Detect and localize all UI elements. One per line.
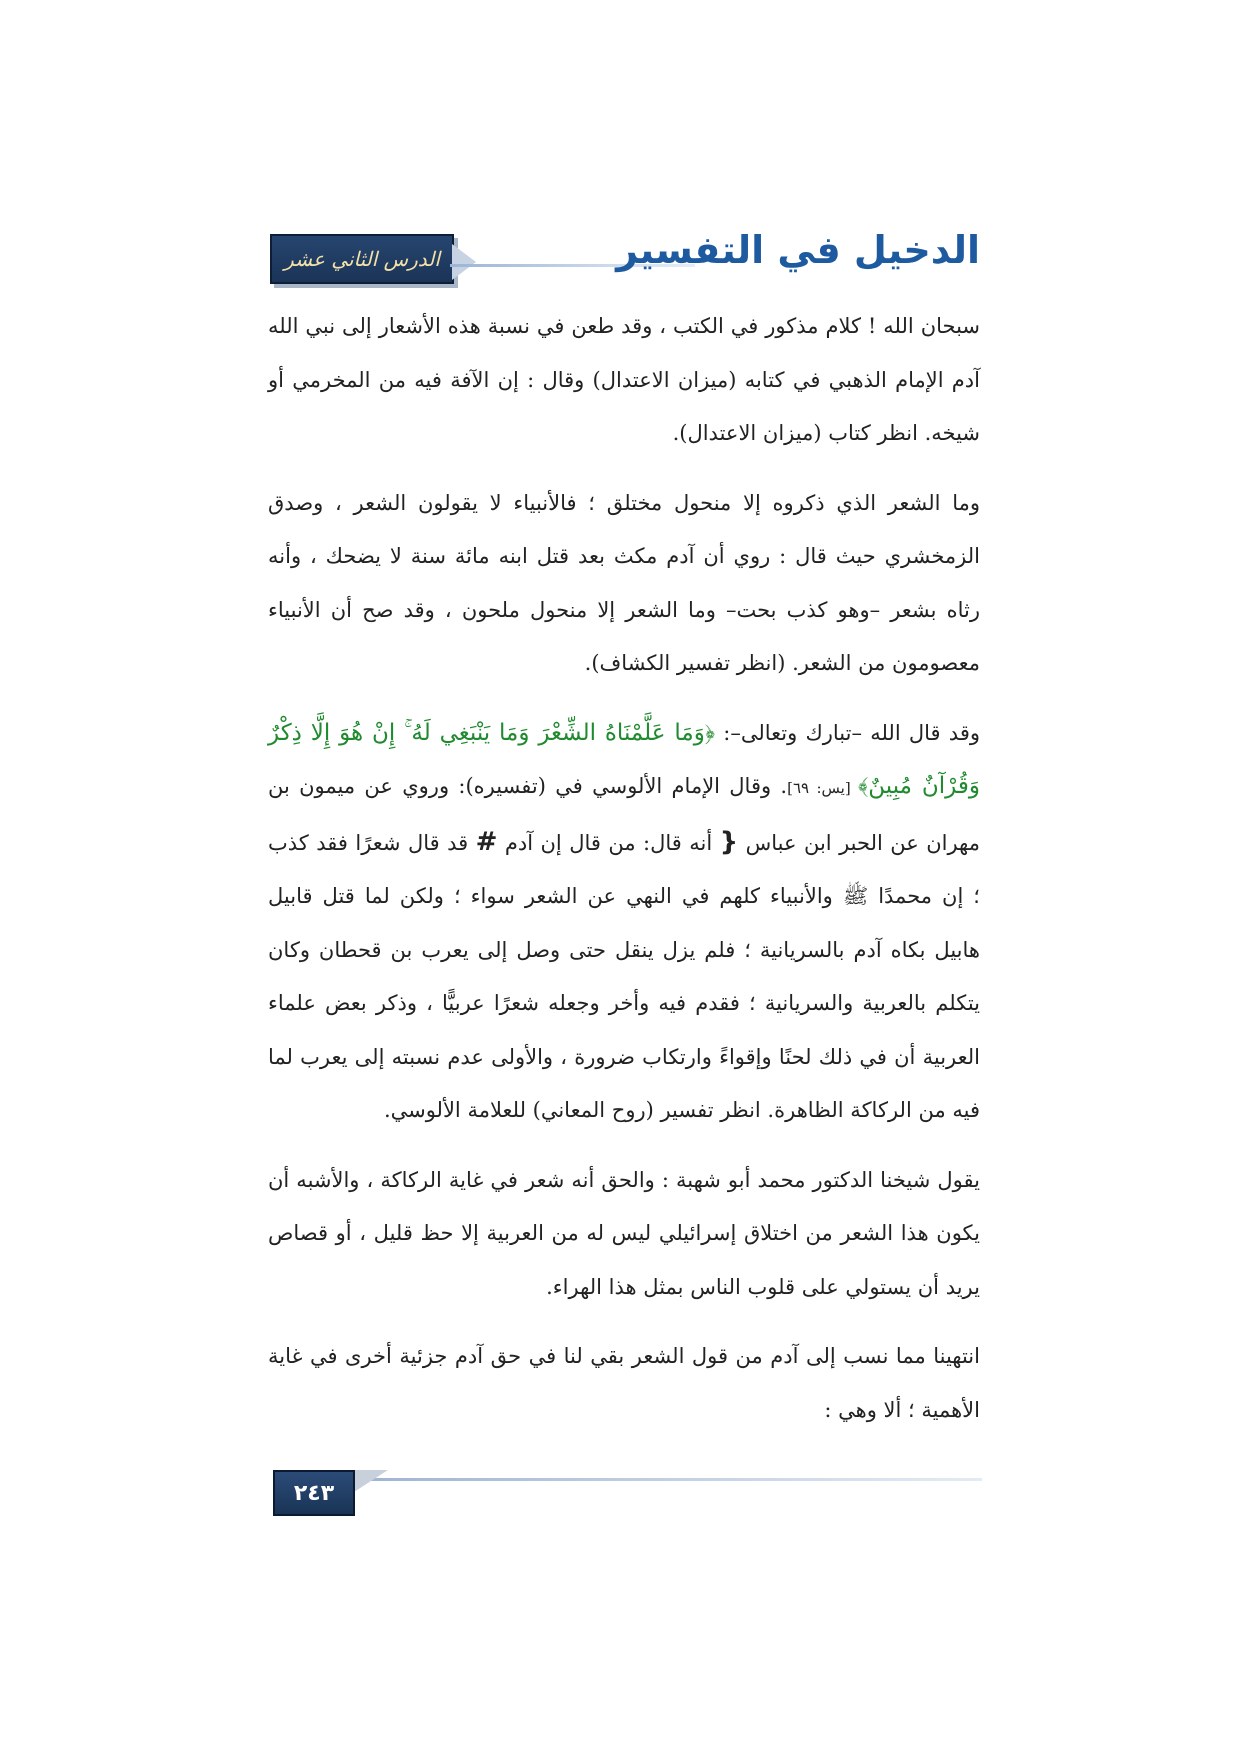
- paragraph-1: سبحان الله ! كلام مذكور في الكتب ، وقد طعن في نسبة هذه الأشعار إلى نبي الله آدم الإمام الذهبي في كتابه (ميزان الاعتدال) وقال : إن الآفة فيه من المخرمي أو شيخه. انظر كتاب (ميزان الاعتدال).: [268, 314, 980, 445]
- page-body: [268, 300, 980, 1453]
- paragraph-3-text-a: . وقال الإمام الألوسي في (تفسيره): وروي عن ميمون بن مهران عن الحبر ابن عباس: [268, 774, 980, 855]
- quran-verse: ﴿وَمَا عَلَّمْنَاهُ الشِّعْرَ وَمَا يَنْبَغِي لَهُ ۚ إِنْ هُوَ إِلَّا ذِكْرٌ وَقُرْآنٌ مُبِينٌ﴾: [268, 719, 980, 799]
- badge-ornament: [452, 244, 476, 280]
- lesson-label: الدرس الثاني عشر: [284, 247, 440, 271]
- verse-reference: [يس: ٦٩]: [787, 779, 859, 797]
- book-title: الدخيل في التفسير: [616, 228, 980, 272]
- footer-rule: [354, 1478, 982, 1481]
- page-number: ٢٤٣: [293, 1480, 335, 1506]
- paragraph-3: [268, 707, 980, 1138]
- honorific-close-symbol: #: [475, 826, 498, 857]
- paragraph-2: وما الشعر الذي ذكروه إلا منحول مختلق ؛ فالأنبياء لا يقولون الشعر ، وصدق الزمخشري حيث قال : روي أن آدم مكث بعد قتل ابنه مائة سنة لا يضحك ، وأنه رثاه بشعر –وهو كذب بحت– وما الشعر إلا منحول ملحون ، وقد صح أن الأنبياء معصومون من الشعر. (انظر تفسير الكشاف).: [268, 490, 980, 675]
- paragraph-4: يقول شيخنا الدكتور محمد أبو شهبة : والحق أنه شعر في غاية الركاكة ، والأشبه أن يكون هذا الشعر من اختلاق إسرائيلي ليس له من العربية إلا حظ قليل ، أو قصاص يريد أن يستولي على قلوب الناس بمثل هذا الهراء.: [268, 1167, 980, 1299]
- paragraph-3-intro: وقد قال الله –تبارك وتعالى–:: [715, 720, 981, 745]
- page-footer: [270, 1470, 982, 1516]
- paragraph-3-text-c: قد قال شعرًا فقد كذب ؛ إن محمدًا ﷺ والأنبياء كلهم في النهي عن الشعر سواء ؛ ولكن لما قتل قابيل هابيل بكاه آدم بالسريانية ؛ فلم يزل ينقل حتى وصل إلى يعرب بن قحطان وكان يتكلم بالعربية والسريانية ؛ فقدم فيه وأخر وجعله شعرًا عربيًّا ، وذكر بعض علماء العربية أن في ذلك لحنًا وإقواءً وارتكاب ضرورة ، والأولى عدم نسبته إلى يعرب لما فيه من الركاكة الظاهرة. انظر تفسير (روح المعاني) للعلامة الألوسي.: [268, 830, 980, 1122]
- paragraph-3-text-b: أنه قال: من قال إن آدم: [497, 830, 720, 855]
- page-number-box: [273, 1470, 355, 1516]
- paragraph-5: انتهينا مما نسب إلى آدم من قول الشعر بقي لنا في حق آدم جزئية أخرى في غاية الأهمية ؛ ألا وهي :: [268, 1344, 980, 1422]
- lesson-badge: [270, 234, 454, 284]
- page-header: [270, 228, 980, 286]
- footer-ornament: [354, 1470, 388, 1492]
- honorific-open-symbol: {: [719, 826, 739, 857]
